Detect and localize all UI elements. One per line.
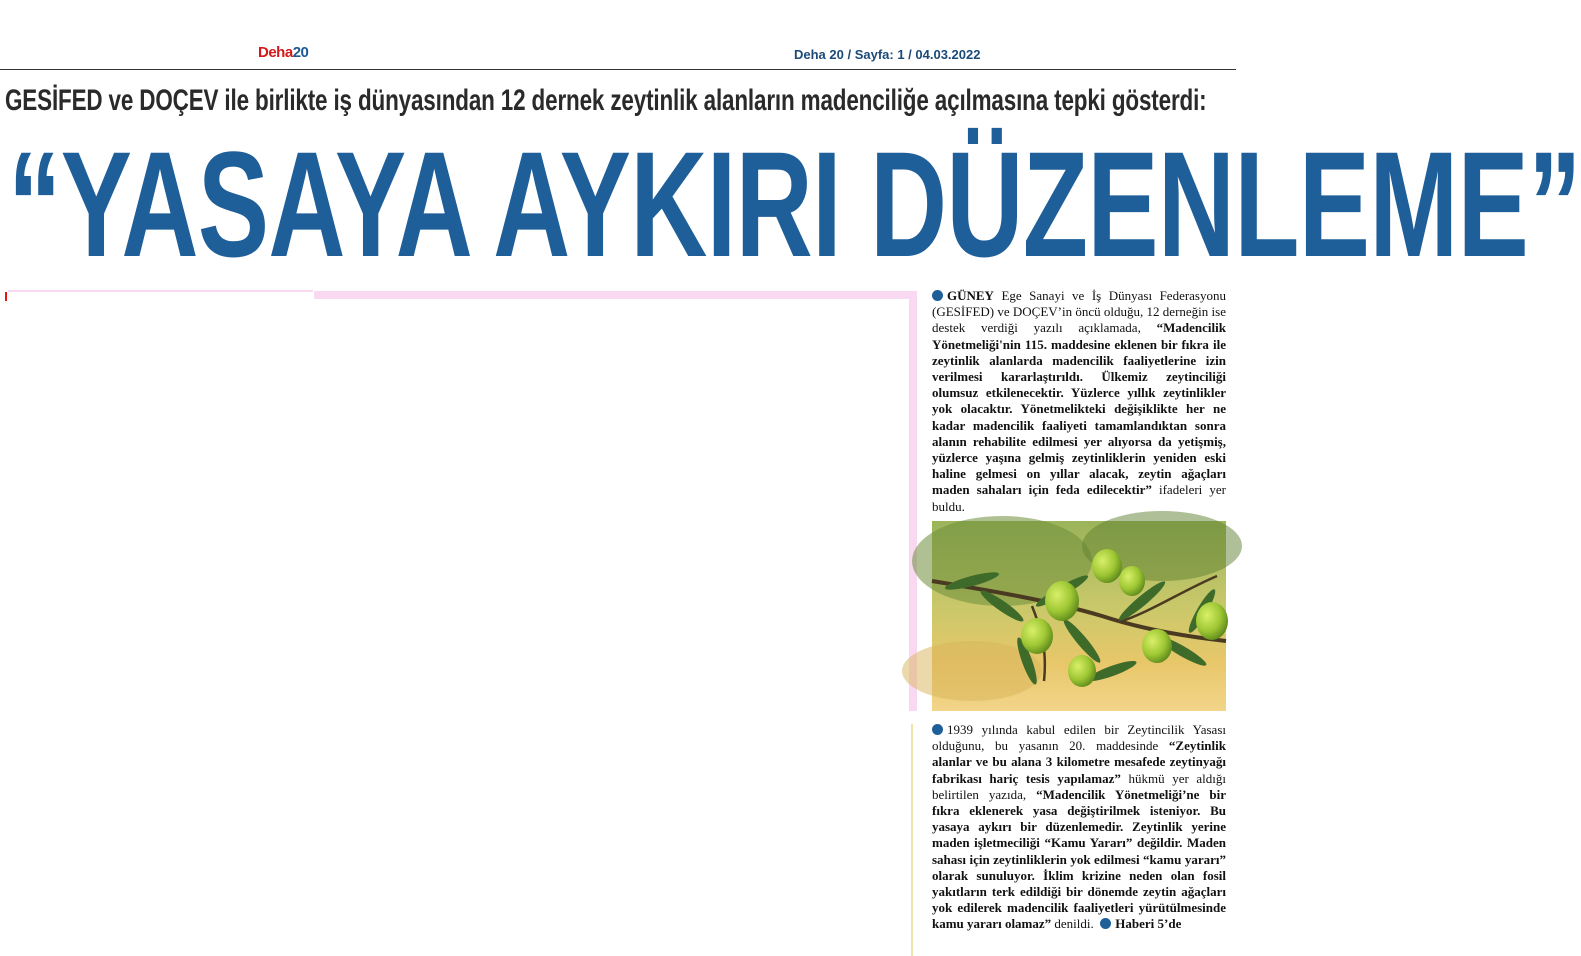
paragraph-quote: “Madencilik Yönetmeliği'nin 115. maddesine eklenen bir fıkra ile zeytinlik alanlarda madencilik faaliyetlerine izin verilmesi kararlaştırıldı. Ülkemiz zeytinciliği olumsuz etkilenecektir. Yüzlerce yıllık zeytinlikler yok olacaktır. Yönetmelikteki değişiklikte her ne kadar madencilik faaliyeti tamamlandıktan sonra alanın rehabilite edilmesi yer alıyorsa da yetişmiş, yüzlerce yaşına gelmiş zeytinliklerin yeniden eski haline gelmesi on yıllar alacak, zeytin ağaçları maden sahaları için feda edilecektir”	[932, 320, 1226, 498]
bullet-icon	[932, 724, 943, 735]
article-kicker: GESİFED ve DOÇEV ile birlikte iş dünyasından 12 dernek zeytinlik alanların madenciliğe açılmasına tepki gösterdi:	[5, 84, 1207, 117]
crop-mark	[5, 292, 7, 301]
article-paragraph-2	[932, 722, 1226, 933]
olive-branch-photo	[932, 521, 1226, 711]
column-rule	[911, 724, 913, 956]
paragraph-text: ifadeleri yer buldu.	[932, 482, 1227, 514]
logo-text-20: 20	[292, 44, 309, 61]
paragraph-lead: GÜNEY	[947, 288, 994, 303]
bullet-icon	[1100, 918, 1111, 929]
article-headline: “YASAYA AYKIRI DÜZENLEME”	[8, 120, 1581, 288]
newspaper-logo	[258, 44, 308, 61]
frame-line-left	[8, 290, 313, 292]
page-info: Deha 20 / Sayfa: 1 / 04.03.2022	[794, 47, 981, 62]
paragraph-text: 1939 yılında kabul edilen bir Zeytincilik Yasası olduğunu, bu yasanın 20. maddesinde	[932, 722, 1226, 754]
logo-text-deha: Deha	[258, 44, 293, 61]
olive-photo-image	[932, 521, 1226, 711]
frame-line-right	[909, 291, 917, 711]
continued-link[interactable]: Haberi 5’de	[1115, 916, 1182, 932]
paragraph-text: hükmü yer aldığı belirtilen yazıda,	[932, 770, 1226, 802]
paragraph-quote: “Zeytinlik alanlar ve bu alana 3 kilometre mesafede zeytinyağı fabrikası hariç tesis yapılamaz”	[932, 738, 1226, 786]
header-divider	[0, 69, 1236, 70]
bullet-icon	[932, 290, 943, 301]
paragraph-text: Ege Sanayi ve İş Dünyası Federasyonu (GESİFED) ve DOÇEV’in öncü olduğu, 12 derneğin ise destek verdiği yazılı açıklamada,	[932, 288, 1226, 336]
article-paragraph-1	[932, 288, 1226, 515]
paragraph-quote: “Madencilik Yönetmeliği’ne bir fıkra eklenerek yasa değiştirilmek isteniyor. Bu yasaya aykırı bir düzenlemedir. Zeytinlik yerine maden işletmeciliği “Kamu Yararı” değildir. Maden sahası için zeytinliklerin yok edilmesi “kamu yararı” olarak sunuluyor. İklim krizine neden olan fosil yakıtların terk edildiği bir dönemde zeytin ağaçları yok edilerek madencilik faaliyetleri yürütülmesinde kamu yararı olamaz”	[932, 786, 1226, 932]
paragraph-text: denildi.	[1051, 916, 1094, 932]
frame-line-top	[314, 291, 917, 299]
